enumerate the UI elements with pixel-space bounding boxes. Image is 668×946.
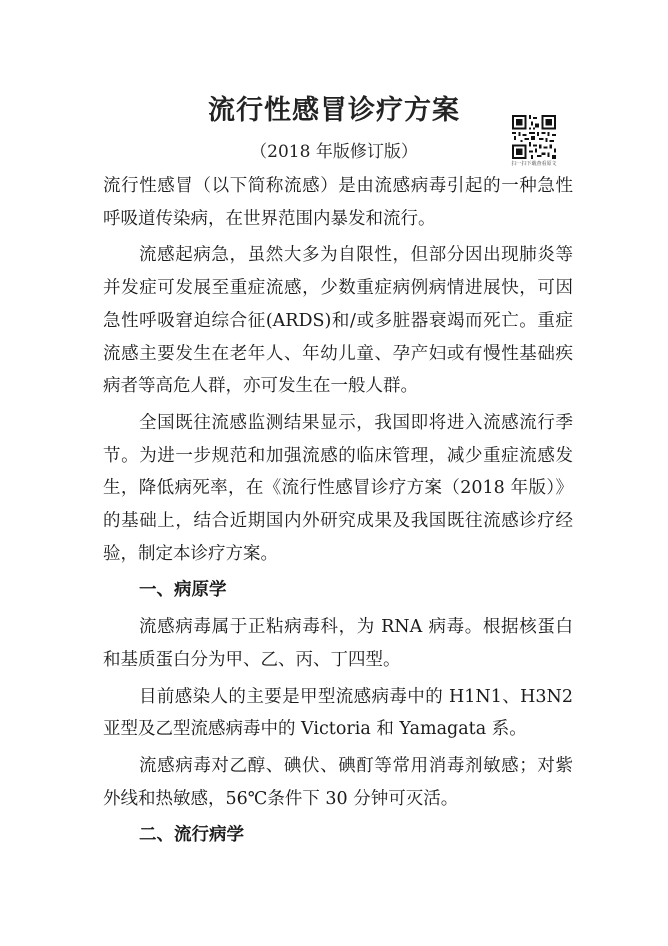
body-paragraph: 流感病毒对乙醇、碘伏、碘酊等常用消毒剂敏感；对紫外线和热敏感，56℃条件下 30 分钟可灭活。	[103, 755, 573, 809]
document-subtitle: （2018 年版修订版）	[250, 142, 418, 162]
section-heading-etiology: 一、病原学	[139, 580, 227, 601]
intro-paragraph: 流行性感冒（以下简称流感）是由流感病毒引起的一种急性呼吸道传染病，在世界范围内暴发和流行。	[103, 176, 573, 229]
document-title: 流行性感冒诊疗方案	[208, 95, 460, 126]
document-body	[103, 170, 573, 856]
body-paragraph: 流感起病急，虽然大多为自限性，但部分因出现肺炎等并发症可发展至重症流感，少数重症病例病情进展快，可因急性呼吸窘迫综合征(ARDS)和/或多脏器衰竭而死亡。重症流感主要发生在老年人、年幼儿童、孕产妇或有慢性基础疾病者等高危人群，亦可发生在一般人群。	[103, 245, 573, 397]
qr-caption: 扫一扫下载查看原文	[511, 161, 557, 167]
body-paragraph: 目前感染人的主要是甲型流感病毒中的 H1N1、H3N2 亚型及乙型流感病毒中的 Victoria 和 Yamagata 系。	[103, 686, 573, 740]
section-heading-epidemiology: 二、流行病学	[139, 825, 244, 846]
body-paragraph: 全国既往流感监测结果显示，我国即将进入流感流行季节。为进一步规范和加强流感的临床管理，减少重症流感发生，降低病死率，在《流行性感冒诊疗方案（2018 年版）》的基础上，结合近期国内外研究成果及我国既往流感诊疗经验，制定本诊疗方案。	[103, 412, 573, 564]
qr-code-icon	[512, 115, 556, 159]
body-paragraph: 流感病毒属于正粘病毒科，为 RNA 病毒。根据核蛋白和基质蛋白分为甲、乙、丙、丁四型。	[103, 617, 573, 670]
